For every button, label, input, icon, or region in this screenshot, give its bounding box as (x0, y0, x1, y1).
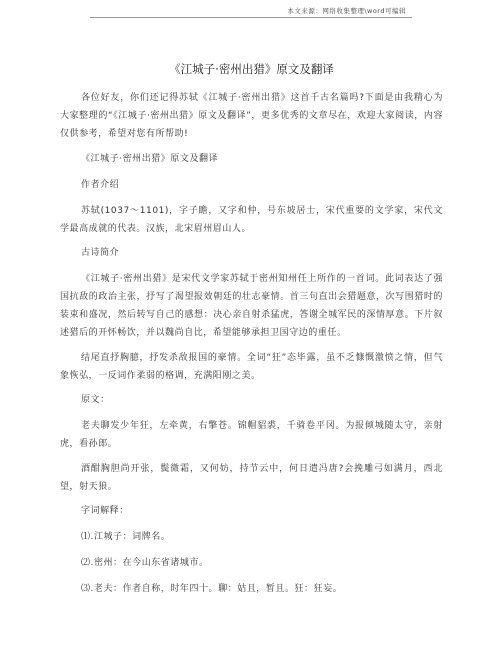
header-divider (90, 17, 412, 18)
glossary-item: ⑴.江城子：词牌名。 (81, 532, 171, 542)
section-heading-poem-intro: 古诗简介 (81, 248, 120, 258)
poem-stanza-2: 酒酣胸胆尚开张，鬓微霜，又何妨，持节云中，何日遣冯唐?会挽雕弓如满月，西北望，射天狼。 (60, 463, 443, 492)
header-source-note: 本文来源：网络收集整理\word可编辑 (287, 7, 406, 15)
section-heading-author: 作者介绍 (81, 179, 120, 190)
author-paragraph: 苏轼(1037～1101)，字子瞻，又字和仲，号东坡居士，宋代重要的文学家，宋代文学最高成就的代表。汉族，北宋眉州眉山人。 (60, 205, 443, 234)
section-heading-original-text: 原文： (81, 395, 110, 405)
glossary-item: ⑶.老夫：作者自称，时年四十。聊：姑且，暂且。狂：狂妄。 (81, 584, 343, 594)
poem-stanza-1: 老夫聊发少年狂，左牵黄，右擎苍。锦帽貂裘，千骑卷平冈。为报倾城随太守，亲射虎，看孙郎。 (60, 421, 443, 449)
document-title: 《江城子·密州出猎》原文及翻译 (169, 62, 334, 76)
section-heading-original-translation: 《江城子·密州出猎》原文及翻译 (81, 153, 219, 164)
section-heading-glossary: 字词解释： (81, 506, 129, 516)
glossary-item: ⑵.密州：在今山东省诸城市。 (81, 558, 209, 568)
poem-intro-paragraph: 《江城子·密州出猎》是宋代文学家苏轼于密州知州任上所作的一首词。此词表达了强国抗敌的政治主张，抒写了渴望报效朝廷的壮志豪情。首三句直出会猎题意，次写围猎时的装束和盛况，然后转写自己的感想：决心亲自射杀猛虎，答谢全城军民的深情厚意。下片叙述猎后的开怀畅饮，并以魏尚自比，希望能够承担卫国守边的重任。 (60, 274, 443, 338)
poem-conclusion-paragraph: 结尾直抒胸臆，抒发杀敌报国的豪情。全词“狂”态毕露，虽不乏慷慨激愤之情，但气象恢弘，一反词作柔弱的格调，充满阳刚之美。 (60, 352, 443, 381)
document-body (60, 61, 443, 606)
intro-paragraph: 各位好友，你们还记得苏轼《江城子·密州出猎》这首千古名篇吗?下面是由我精心为大家整理的“《江城子·密州出猎》原文及翻译”，更多优秀的文章尽在，欢迎大家阅读，内容仅供参考，希望对您有所帮助! (60, 93, 443, 139)
